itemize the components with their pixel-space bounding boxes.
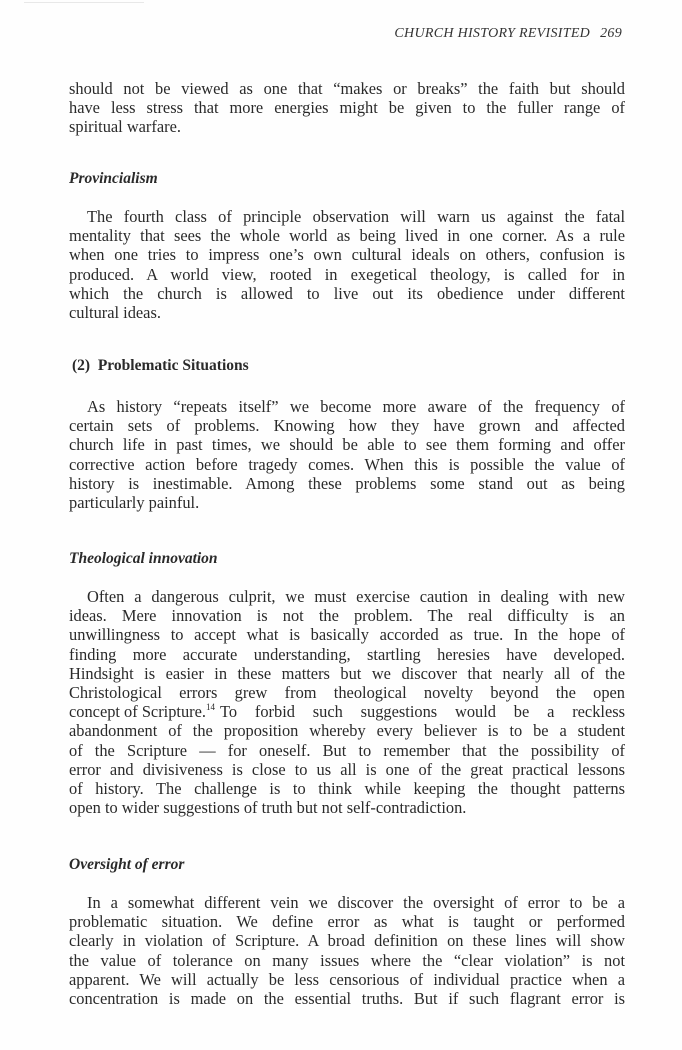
text-line: which the church is allowed to live out its obedience under different	[69, 283, 625, 303]
text-line-with-footnote	[69, 702, 625, 721]
section-heading-oversight-of-error: Oversight of error	[69, 856, 185, 873]
running-head	[394, 26, 622, 42]
text-line: finding more accurate understanding, startling heresies have developed.	[69, 644, 625, 664]
text-line: apparent. We will actually be less censorious of individual practice when a	[69, 969, 625, 989]
text-line: cultural ideas.	[69, 302, 161, 322]
footnote-reference[interactable]: 14	[206, 702, 215, 713]
text-line: church life in past times, we should be able to see them forming and offer	[69, 435, 625, 455]
text-line: unwillingness to accept what is basically accorded as true. In the hope of	[69, 625, 625, 645]
text-line: of the Scripture — for oneself. But to remember that the possibility of	[69, 740, 625, 760]
text-line: problematic situation. We define error as what is taught or performed	[69, 912, 625, 932]
text-line: Often a dangerous culprit, we must exercise caution in dealing with new	[87, 587, 625, 606]
text-line: Christological errors grew from theological novelty beyond the open	[69, 682, 625, 702]
paragraph-provincialism	[69, 207, 625, 322]
text-line: corrective action before tragedy comes. When this is possible the value of	[69, 454, 625, 474]
text-fragment: concept of Scripture.	[69, 702, 206, 722]
scan-edge-line	[24, 2, 144, 3]
text-line: Hindsight is easier in these matters but we discover that nearly all of the	[69, 663, 625, 683]
text-fragment: To forbid such suggestions would be a reckless	[220, 702, 625, 722]
section-heading-theological-innovation: Theological innovation	[69, 550, 218, 567]
text-line: should not be viewed as one that “makes or breaks” the faith but should	[69, 79, 625, 98]
section-heading-problematic-situations: (2) Problematic Situations	[72, 357, 249, 374]
text-line: ideas. Mere innovation is not the problem. The real difficulty is an	[69, 606, 625, 626]
text-line: In a somewhat different vein we discover the oversight of error to be a	[87, 893, 625, 912]
text-line: The fourth class of principle observation will warn us against the fatal	[87, 207, 625, 226]
text-line: concentration is made on the essential truths. But if such flagrant error is	[69, 988, 625, 1008]
text-line: mentality that sees the whole world as being lived in one corner. As a rule	[69, 226, 625, 246]
text-line: produced. A world view, rooted in exegetical theology, is called for in	[69, 264, 625, 284]
text-line: As history “repeats itself” we become more aware of the frequency of	[87, 397, 625, 416]
text-line: error and divisiveness is close to us all is one of the great practical lessons	[69, 759, 625, 779]
text-line: clearly in violation of Scripture. A broad definition on these lines will show	[69, 931, 625, 951]
text-line: of history. The challenge is to think while keeping the thought patterns	[69, 778, 625, 798]
text-line: open to wider suggestions of truth but not self-contradiction.	[69, 798, 467, 818]
running-head-title: CHURCH HISTORY REVISITED	[394, 26, 591, 41]
text-line: when one tries to impress one’s own cultural ideals on others, confusion is	[69, 245, 625, 265]
text-line: history is inestimable. Among these problems some stand out as being	[69, 473, 625, 493]
text-line: the value of tolerance on many issues where the “clear violation” is not	[69, 950, 625, 970]
paragraph-problematic-situations	[69, 397, 625, 512]
text-line: spiritual warfare.	[69, 117, 181, 137]
text-line: abandonment of the proposition whereby every believer is to be a student	[69, 721, 625, 741]
text-line: particularly painful.	[69, 492, 200, 512]
text-line: certain sets of problems. Knowing how they have grown and affected	[69, 416, 625, 436]
paragraph-continuation	[69, 79, 625, 137]
paragraph-theological-innovation	[69, 587, 625, 817]
page-number: 269	[600, 26, 622, 41]
paragraph-oversight-of-error	[69, 893, 625, 1008]
text-line: have less stress that more energies might be given to the fuller range of	[69, 98, 625, 118]
section-heading-provincialism: Provincialism	[69, 170, 158, 187]
